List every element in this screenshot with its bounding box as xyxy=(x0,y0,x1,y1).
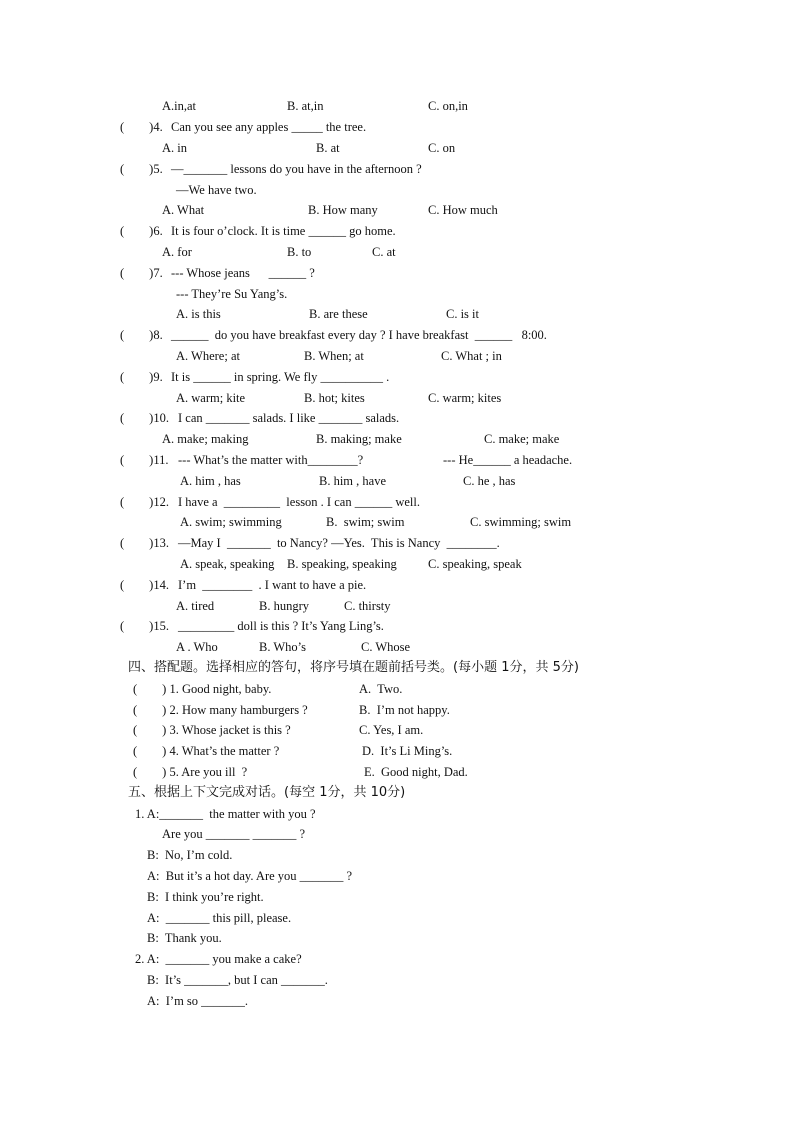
question-number: ( )5. xyxy=(120,162,163,176)
question-stem: _________ doll is this ? It’s Yang Ling’s. xyxy=(178,619,384,633)
option-a: A. him , has xyxy=(180,474,241,488)
option-b: B. speaking, speaking xyxy=(287,557,397,571)
option-b: B. are these xyxy=(309,307,368,321)
dialogue-line: B: It’s _______, but I can _______. xyxy=(147,973,328,987)
question-number: ( )7. xyxy=(120,266,163,280)
option-c: C. on,in xyxy=(428,99,468,113)
question-stem: It is four o’clock. It is time ______ go home. xyxy=(171,224,396,238)
match-answer: E. Good night, Dad. xyxy=(364,765,468,779)
question-stem: --- What’s the matter with________? xyxy=(178,453,364,467)
option-c: C. he , has xyxy=(463,474,516,488)
option-c: C. is it xyxy=(446,307,479,321)
question-stem: I can _______ salads. I like _______ salads. xyxy=(178,411,400,425)
question-answer-line: —We have two. xyxy=(176,183,257,197)
option-c: C. How much xyxy=(428,203,498,217)
question-number: ( )4. xyxy=(120,120,163,134)
option-b: B. When; at xyxy=(304,349,364,363)
dialogue-line: A: But it’s a hot day. Are you _______ ? xyxy=(147,869,353,883)
dialogue-line: Are you _______ _______ ? xyxy=(162,827,306,841)
option-a: A. swim; swimming xyxy=(180,515,282,529)
option-a: A . Who xyxy=(176,640,218,654)
dialogue-line: A: I’m so _______. xyxy=(147,994,249,1008)
question-stem: --- Whose jeans ______ ? xyxy=(171,266,315,280)
question-number: ( )14. xyxy=(120,578,169,592)
question-number: ( )9. xyxy=(120,370,163,384)
dialogue-line: 2. A: _______ you make a cake? xyxy=(135,952,302,966)
question-number: ( )11. xyxy=(120,453,169,467)
option-c: C. warm; kites xyxy=(428,391,502,405)
option-b: B. Who’s xyxy=(259,640,306,654)
option-b: B. at xyxy=(316,141,340,155)
question-stem: ______ do you have breakfast every day ? I have breakfast ______ 8:00. xyxy=(171,328,547,342)
option-b: B. to xyxy=(287,245,312,259)
match-question: ( ) 3. Whose jacket is this ? xyxy=(133,723,291,737)
match-question: ( ) 4. What’s the matter ? xyxy=(133,744,280,758)
dialogue-line: 1. A:_______ the matter with you ? xyxy=(135,807,316,821)
option-a: A. tired xyxy=(176,599,215,613)
dialogue-line: B: Thank you. xyxy=(147,931,222,945)
match-answer: B. I’m not happy. xyxy=(359,703,450,717)
option-b: B. swim; swim xyxy=(326,515,405,529)
option-b: B. How many xyxy=(308,203,378,217)
question-stem: Can you see any apples _____ the tree. xyxy=(171,120,367,134)
option-b: B. making; make xyxy=(316,432,402,446)
section-title: 四、搭配题。选择相应的答句，将序号填在题前括号类。(每小题 1分，共 5分) xyxy=(128,660,579,675)
match-answer: D. It’s Li Ming’s. xyxy=(362,744,453,758)
question-number: ( )10. xyxy=(120,411,169,425)
option-c: C. make; make xyxy=(484,432,560,446)
question-number: ( )13. xyxy=(120,536,169,550)
option-a: A. speak, speaking xyxy=(180,557,275,571)
question-stem: It is ______ in spring. We fly __________ . xyxy=(171,370,390,384)
question-number: ( )6. xyxy=(120,224,163,238)
match-question: ( ) 1. Good night, baby. xyxy=(133,682,272,696)
question-stem: —_______ lessons do you have in the afternoon ? xyxy=(171,162,422,176)
option-b: B. hungry xyxy=(259,599,309,613)
question-stem: —May I _______ to Nancy? —Yes. This is Nancy ________. xyxy=(178,536,500,550)
option-a: A. What xyxy=(162,203,205,217)
match-answer: C. Yes, I am. xyxy=(359,723,424,737)
question-stem: I have a _________ lesson . I can ______ well. xyxy=(178,495,420,509)
option-c: C. thirsty xyxy=(344,599,391,613)
question-answer-line: --- They’re Su Yang’s. xyxy=(176,287,288,301)
option-a: A. for xyxy=(162,245,192,259)
option-c: C. on xyxy=(428,141,456,155)
option-c: C. What ; in xyxy=(441,349,502,363)
option-a: A. make; making xyxy=(162,432,249,446)
dialogue-line: B: I think you’re right. xyxy=(147,890,264,904)
match-answer: A. Two. xyxy=(359,682,403,696)
option-c: C. speaking, speak xyxy=(428,557,522,571)
question-stem: I’m ________ . I want to have a pie. xyxy=(178,578,367,592)
dialogue-line: B: No, I’m cold. xyxy=(147,848,233,862)
option-b: B. him , have xyxy=(319,474,387,488)
option-b: B. hot; kites xyxy=(304,391,365,405)
option-a: A. warm; kite xyxy=(176,391,246,405)
option-c: C. swimming; swim xyxy=(470,515,572,529)
question-number: ( )15. xyxy=(120,619,169,633)
question-stem-answer: --- He______ a headache. xyxy=(443,453,573,467)
option-c: C. Whose xyxy=(361,640,411,654)
match-question: ( ) 5. Are you ill ? xyxy=(133,765,248,779)
option-a: A.in,at xyxy=(162,99,197,113)
option-a: A. Where; at xyxy=(176,349,240,363)
option-b: B. at,in xyxy=(287,99,324,113)
match-question: ( ) 2. How many hamburgers ? xyxy=(133,703,308,717)
option-a: A. is this xyxy=(176,307,221,321)
section-title: 五、根据上下文完成对话。(每空 1分，共 10分) xyxy=(128,785,406,800)
dialogue-line: A: _______ this pill, please. xyxy=(147,911,292,925)
question-number: ( )12. xyxy=(120,495,169,509)
question-number: ( )8. xyxy=(120,328,163,342)
option-a: A. in xyxy=(162,141,187,155)
option-c: C. at xyxy=(372,245,396,259)
